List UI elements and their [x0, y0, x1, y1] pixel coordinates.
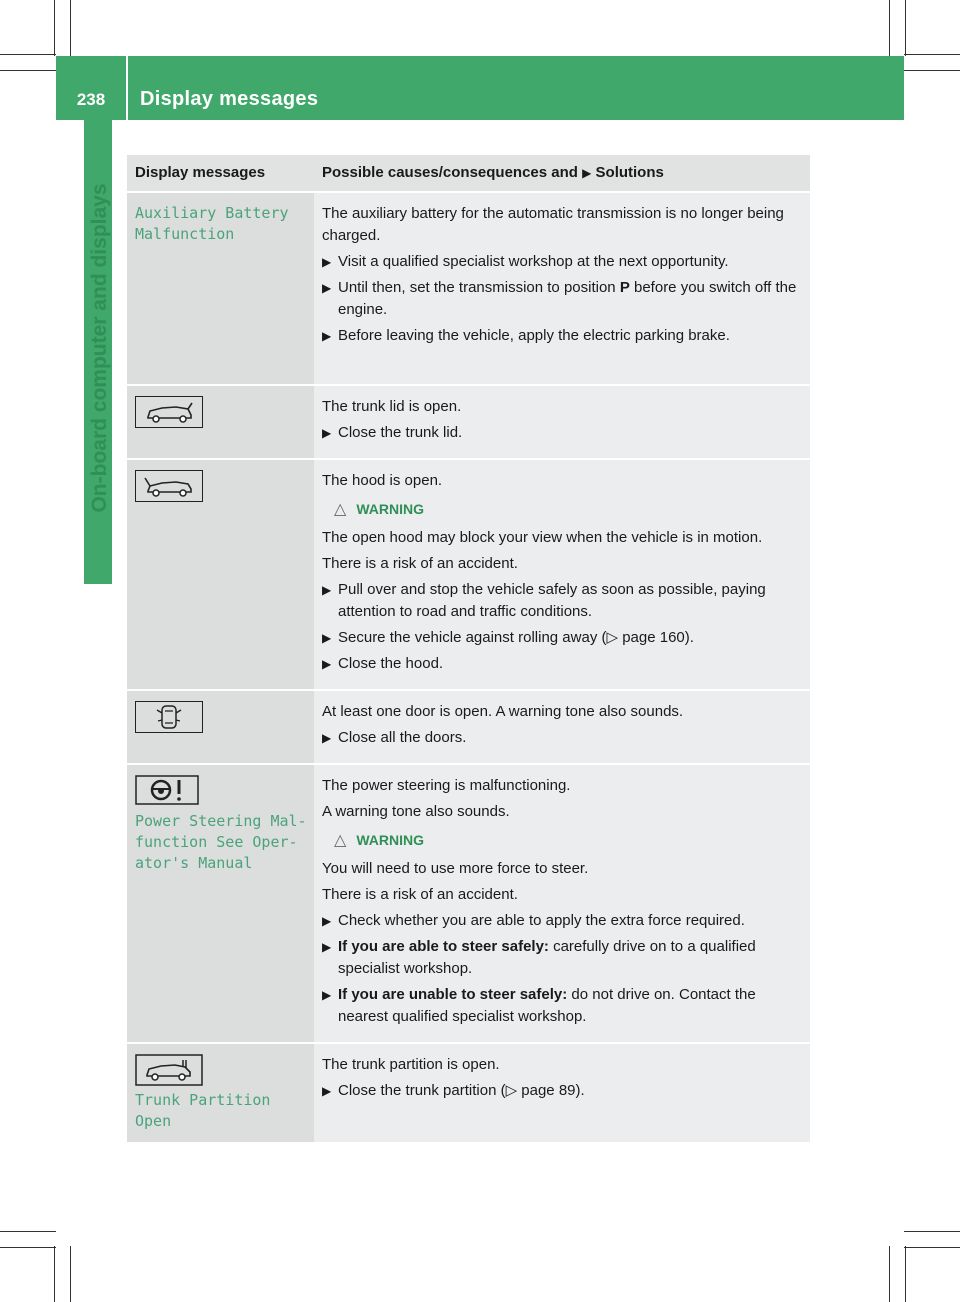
message-cell [127, 459, 314, 690]
page-reference-link[interactable]: page 89). [521, 1082, 585, 1099]
display-message-text: Auxiliary Battery Malfunction [135, 204, 289, 243]
chapter-label: On-board computer and displays [88, 183, 111, 513]
table-header-row [127, 155, 810, 192]
step-arrow-icon: ▶ [322, 255, 332, 269]
page-ref-icon: ▷ [606, 629, 623, 646]
table-row [127, 690, 810, 764]
solution-step: ▶ Before leaving the vehicle, apply the electric parking brake. [322, 325, 802, 347]
crop-mark [904, 54, 960, 55]
solution-step: ▶ If you are unable to steer safely: do not drive on. Contact the nearest qualified specialist workshop. [322, 986, 756, 1025]
steering-wheel-warning-icon [135, 775, 199, 805]
message-cell [127, 385, 314, 459]
cause-text: A warning tone also sounds. [322, 803, 510, 820]
solution-step: ▶ Close the hood. [322, 653, 802, 675]
column-header-solutions-pre: Possible causes/consequences and [322, 164, 583, 181]
step-arrow-icon: ▶ [322, 426, 332, 440]
solution-cell [314, 192, 810, 385]
trunk-open-icon [135, 396, 203, 428]
cause-text: The trunk partition is open. [322, 1056, 500, 1073]
step-arrow-icon: ▶ [322, 329, 332, 343]
crop-mark [54, 1246, 55, 1302]
solution-cell [314, 1043, 810, 1143]
crop-mark [54, 0, 55, 56]
step-arrow-icon: ▶ [322, 281, 332, 295]
warning-text: You will need to use more force to steer. [322, 860, 589, 877]
display-message-text: Trunk Partition Open [135, 1091, 271, 1130]
crop-mark [889, 1246, 890, 1302]
header-divider [126, 56, 128, 120]
crop-mark [905, 1246, 906, 1302]
cause-text: The hood is open. [322, 472, 443, 489]
table-row [127, 385, 810, 459]
solution-cell [314, 690, 810, 764]
step-arrow-icon: ▶ [322, 914, 332, 928]
solution-step: ▶ Pull over and stop the vehicle safely as soon as possible, paying attention to road and traffic conditions. [322, 581, 766, 620]
table-row [127, 764, 810, 1043]
solution-step: ▶ If you are able to steer safely: carefully drive on to a qualified specialist workshop. [322, 938, 756, 977]
column-header-solutions [314, 155, 810, 192]
solution-step: ▶ Close all the doors. [322, 727, 802, 749]
table-row [127, 192, 810, 385]
solution-step: ▶ Close the trunk lid. [322, 422, 802, 444]
solution-step: ▶ Visit a qualified specialist workshop at the next opportunity. [322, 251, 802, 273]
display-messages-table [127, 155, 810, 1144]
step-arrow-icon: ▶ [322, 988, 332, 1002]
warning-triangle-icon: △ [334, 832, 347, 849]
page-ref-icon: ▷ [505, 1082, 522, 1099]
message-cell [127, 1043, 314, 1143]
solution-cell [314, 764, 810, 1043]
page-header [56, 56, 904, 120]
solution-cell [314, 459, 810, 690]
solution-step: ▶ Check whether you are able to apply the extra force required. [322, 910, 802, 932]
solution-step: ▶ Secure the vehicle against rolling away (▷ page 160). [322, 627, 802, 649]
page-reference-link[interactable]: page 160). [622, 629, 694, 646]
step-arrow-icon: ▶ [322, 731, 332, 745]
hood-open-icon [135, 470, 203, 502]
warning-heading: △ WARNING [334, 498, 802, 521]
cause-text: The auxiliary battery for the automatic transmission is no longer being charged. [322, 205, 784, 244]
crop-mark [0, 1231, 56, 1232]
step-arrow-icon: ▶ [322, 631, 332, 645]
solution-arrow-icon: ▶ [582, 166, 592, 180]
crop-mark [904, 70, 960, 71]
crop-mark [905, 0, 906, 56]
cause-text: At least one door is open. A warning tone also sounds. [322, 703, 684, 720]
solution-cell [314, 385, 810, 459]
table-row [127, 459, 810, 690]
display-message-text: Power Steering Mal‐ function See Oper‐ ator's Manual [135, 812, 307, 872]
solution-step: ▶ Close the trunk partition (▷ page 89). [322, 1080, 802, 1102]
warning-text: There is a risk of an accident. [322, 555, 518, 572]
step-arrow-icon: ▶ [322, 583, 332, 597]
cause-text: The power steering is malfunctioning. [322, 777, 571, 794]
message-cell [127, 690, 314, 764]
column-header-solutions-post: Solutions [591, 164, 664, 181]
message-cell [127, 764, 314, 1043]
step-arrow-icon: ▶ [322, 657, 332, 671]
crop-mark [889, 0, 890, 56]
cause-text: The trunk lid is open. [322, 398, 462, 415]
crop-mark [0, 70, 56, 71]
page-number: 238 [76, 90, 106, 109]
table-row [127, 1043, 810, 1143]
warning-heading: △ WARNING [334, 829, 802, 852]
crop-mark [70, 1246, 71, 1302]
warning-text: There is a risk of an accident. [322, 886, 518, 903]
crop-mark [904, 1231, 960, 1232]
warning-text: The open hood may block your view when the vehicle is in motion. [322, 529, 763, 546]
warning-triangle-icon: △ [334, 501, 347, 518]
crop-mark [70, 0, 71, 56]
trunk-partition-icon [135, 1054, 203, 1086]
step-arrow-icon: ▶ [322, 940, 332, 954]
door-open-icon [135, 701, 203, 733]
step-arrow-icon: ▶ [322, 1084, 332, 1098]
column-header-messages: Display messages [127, 155, 314, 192]
crop-mark [904, 1247, 960, 1248]
message-cell [127, 192, 314, 385]
solution-step: ▶ Until then, set the transmission to position P before you switch off the engine. [322, 279, 797, 318]
page-title: Display messages [140, 88, 319, 110]
crop-mark [0, 1247, 56, 1248]
crop-mark [0, 54, 56, 55]
